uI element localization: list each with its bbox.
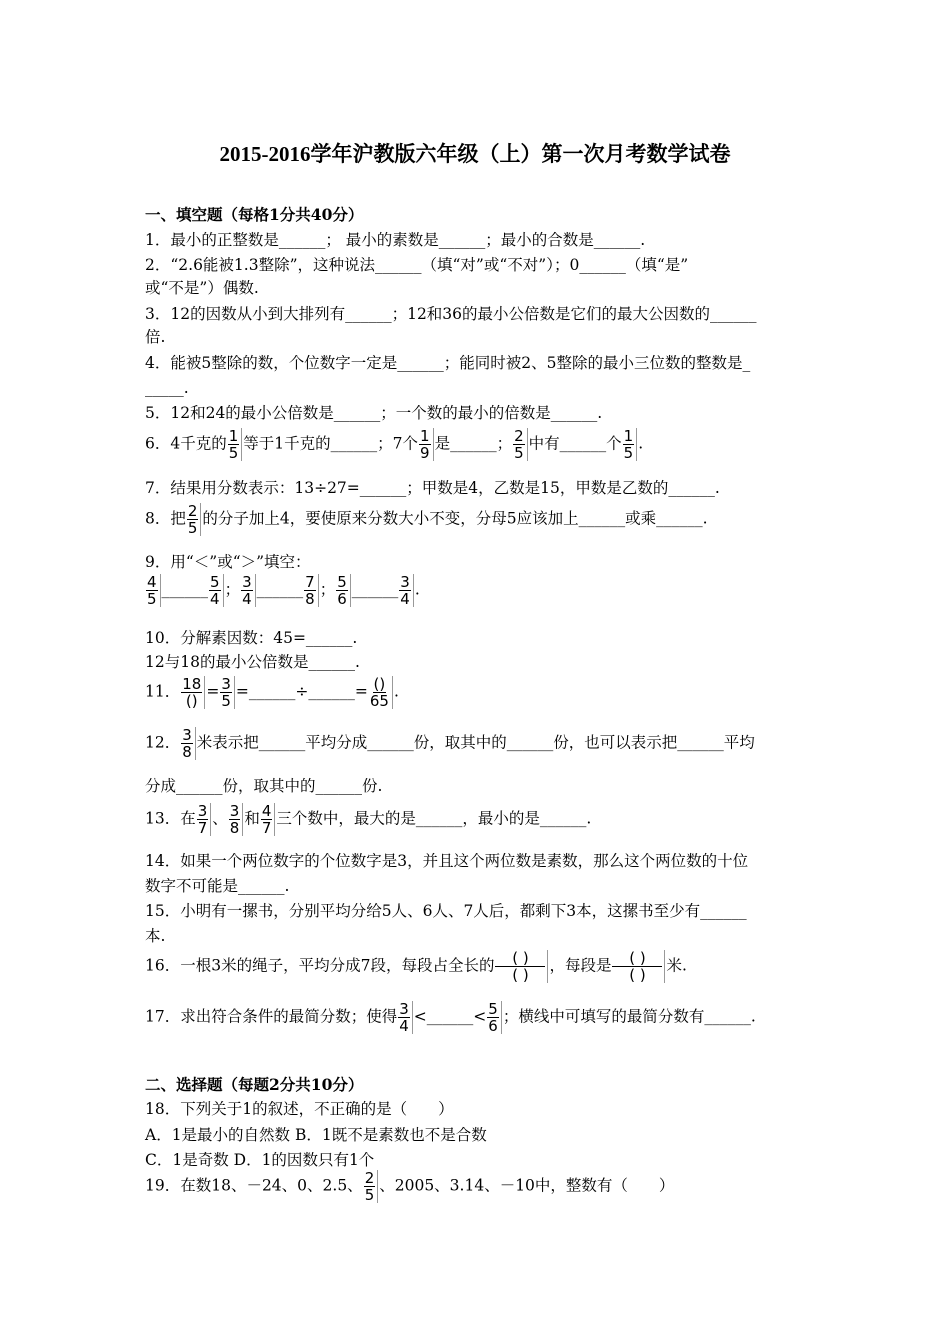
- question-15-line-1: 15．小明有一摞书，分别平均分给5人、6人、7人后，都剩下3本，这摞书至少有______: [145, 902, 747, 920]
- fraction-paren-paren-b: $\frac{( )}{( )}$: [612, 950, 665, 983]
- question-14-line-1: 14．如果一个两位数字的个位数字是3，并且这个两位数是素数，那么这个两位数的十位: [145, 852, 749, 870]
- question-6: 6．4千克的 $\frac{1}{5}$ 等于1千克的______；7个 $\frac{1}{9}$ 是______； $\frac{2}{5}$ 中有______个 $\frac{1}{5}$ .: [145, 427, 644, 462]
- question-18-options-cd: C．1是奇数 D．1的因数只有1个: [145, 1151, 375, 1169]
- question-19: 19．在数18、－24、0、2.5、 $\frac{2}{5}$ 、2005、3.14、－10中，整数有（ ）: [145, 1169, 675, 1204]
- question-9-comparisons: $\frac{4}{5}$ ______ $\frac{5}{4}$ ； $\frac{3}{4}$ ______ $\frac{7}{8}$ ； $\frac{5}{6}$ ______ $\frac{3}{4}$ .: [147, 573, 420, 608]
- q6-text-b: 等于1千克的______；7个: [243, 434, 419, 453]
- fraction-2-5-b: $\frac{2}{5}$: [364, 1170, 379, 1203]
- question-12-line-1: 12． $\frac{3}{8}$ 米表示把______平均分成______份，取其中的______份，也可以表示把______平均: [145, 726, 755, 761]
- question-4-line-1: 4．能被5整除的数，个位数字一定是______；能同时被2、5整除的最小三位数的整数是_: [145, 354, 751, 372]
- fraction-18-paren: $\frac{18}{()}$: [181, 676, 205, 709]
- fraction-3-4-b: $\frac{3}{4}$: [399, 574, 414, 607]
- fraction-1-5-b: $\frac{1}{5}$: [623, 428, 638, 461]
- question-18-options-ab: A．1是最小的自然数 B．1既不是素数也不是合数: [145, 1126, 487, 1144]
- question-10-line-2: 12与18的最小公倍数是______.: [145, 653, 360, 671]
- fraction-3-4: $\frac{3}{4}$: [241, 574, 256, 607]
- question-2-line-2: 或“不是”）偶数.: [145, 279, 259, 297]
- fraction-3-5: $\frac{3}{5}$: [220, 676, 235, 709]
- question-4-line-2: _____.: [145, 379, 189, 397]
- question-8: 8．把 $\frac{2}{5}$ 的分子加上4，要使原来分数大小不变，分母5应该加上______或乘______.: [145, 502, 708, 537]
- fraction-2-5: $\frac{2}{5}$: [187, 503, 202, 536]
- fraction-2-5: $\frac{2}{5}$: [513, 428, 528, 461]
- question-16: 16．一根3米的绳子，平均分成7段，每段占全长的 $\frac{( )}{( )}$ ，每段是 $\frac{( )}{( )}$ 米.: [145, 949, 687, 984]
- page-title: 2015-2016学年沪教版六年级（上）第一次月考数学试卷: [219, 142, 731, 166]
- question-12-line-2: 分成______份，取其中的______份.: [145, 777, 383, 795]
- fraction-3-7: $\frac{3}{7}$: [197, 803, 212, 836]
- q6-text-c: 是______；: [434, 434, 513, 453]
- question-14-line-2: 数字不可能是______.: [145, 877, 290, 895]
- fraction-3-8: $\frac{3}{8}$: [181, 727, 196, 760]
- fraction-5-6: $\frac{5}{6}$: [336, 574, 351, 607]
- question-17: 17．求出符合条件的最简分数；使得 $\frac{3}{4}$ <______< $\frac{5}{6}$ ；横线中可填写的最简分数有______.: [145, 1000, 756, 1035]
- question-13: 13．在 $\frac{3}{7}$ 、 $\frac{3}{8}$ 和 $\frac{4}{7}$ 三个数中，最大的是______，最小的是______.: [145, 802, 592, 837]
- fraction-1-9: $\frac{1}{9}$: [419, 428, 434, 461]
- fraction-4-5: $\frac{4}{5}$: [146, 574, 161, 607]
- question-11: 11． $\frac{18}{()}$ = $\frac{3}{5}$ =______÷______= $\frac{()}{65}$ .: [145, 675, 399, 710]
- fraction-7-8: $\frac{7}{8}$: [304, 574, 319, 607]
- question-15-line-2: 本.: [145, 927, 166, 945]
- q6-text-d: 中有______个: [528, 434, 622, 453]
- question-3-line-2: 倍.: [145, 328, 166, 346]
- fraction-5-4: $\frac{5}{4}$: [209, 574, 224, 607]
- question-5: 5．12和24的最小公倍数是______；一个数的最小的倍数是______.: [145, 404, 603, 422]
- question-9-intro: 9．用“＜”或“＞”填空：: [145, 553, 311, 571]
- question-18: 18．下列关于1的叙述，不正确的是（ ）: [145, 1100, 454, 1118]
- fraction-paren-65: $\frac{()}{65}$: [369, 676, 393, 709]
- fraction-1-5: $\frac{1}{5}$: [228, 428, 243, 461]
- fraction-4-7: $\frac{4}{7}$: [261, 803, 276, 836]
- fraction-paren-paren: $\frac{( )}{( )}$: [495, 950, 548, 983]
- question-1: 1．最小的正整数是______； 最小的素数是______；最小的合数是______.: [145, 231, 646, 249]
- fraction-5-6: $\frac{5}{6}$: [487, 1001, 502, 1034]
- question-2-line-1: 2．“2.6能被1.3整除”，这种说法______（填“对”或“不对”）；0______（填“是”: [145, 256, 689, 274]
- section-heading-fill-blank: 一、填空题（每格1分共40分）: [145, 205, 364, 224]
- section-heading-multiple-choice: 二、选择题（每题2分共10分）: [145, 1075, 364, 1094]
- question-7: 7．结果用分数表示：13÷27=______；甲数是4，乙数是15，甲数是乙数的______.: [145, 479, 720, 497]
- fraction-3-4: $\frac{3}{4}$: [398, 1001, 413, 1034]
- q6-text-a: 6．4千克的: [145, 434, 227, 453]
- question-3-line-1: 3．12的因数从小到大排列有______；12和36的最小公倍数是它们的最大公因数的______: [145, 305, 757, 323]
- question-10-line-1: 10．分解素因数：45=______.: [145, 629, 358, 647]
- fraction-3-8: $\frac{3}{8}$: [229, 803, 244, 836]
